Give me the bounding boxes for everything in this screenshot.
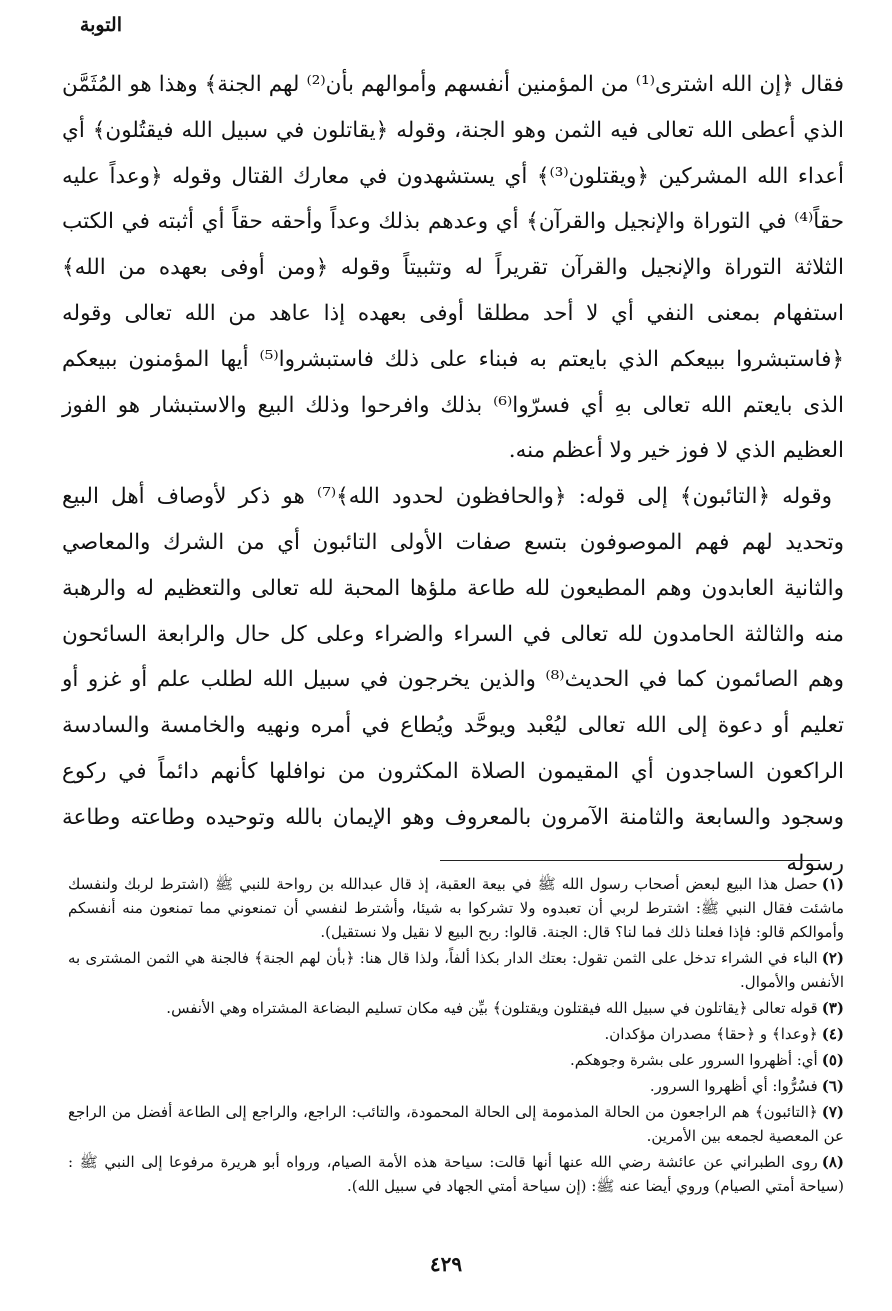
running-header: التوبة [79, 14, 122, 36]
footnote-item [68, 996, 844, 1020]
footnote-number: (٤) [821, 1025, 844, 1043]
footnote-number: (٣) [821, 999, 844, 1017]
footnote-item [68, 1074, 844, 1098]
page-number: ٤٢٩ [429, 1252, 463, 1276]
footnote-text: ﴿وعدا﴾ و ﴿حقا﴾ مصدران مؤكدان. [604, 1025, 818, 1043]
paragraph: وقوله ﴿التائبون﴾ إلى قوله: ﴿والحافظون لحدود الله﴾⁽⁷⁾ هو ذكر لأوصاف أهل البيع وتحديد لهم فهم الموصوفون بتسع صفات الأولى التائبون أي من الشرك والمعاصي والثانية العابدون وهم المطيعون لله طاعة ملؤها المحبة لله تعالى والتعظيم له والرهبة منه والثالثة الحامدون لله تعالى في السراء والضراء وعلى كل حال والرابعة السائحون وهم الصائمون كما في الحديث⁽⁸⁾ والذين يخرجون في سبيل الله لطلب علم أو غزو أو تعليم أو دعوة إلى الله تعالى ليُعْبد ويوحَّد ويُطاع في أمره ونهيه والخامسة والسادسة الراكعون الساجدون أي المقيمون الصلاة المكثرون من نوافلها كأنهم دائماً في ركوع وسجود والسابعة والثامنة الآمرون بالمعروف وهو الإيمان بالله وتوحيده وطاعته وطاعة رسوله [62, 484, 845, 876]
footnote-text: الباء في الشراء تدخل على الثمن تقول: بعتك الدار بكذا ألفاً، ولذا قال هنا: ﴿بأن لهم الجنة﴾ فالجنة هي الثمن المشترى به الأنفس والأموال. [68, 949, 844, 991]
footnote-item [68, 1022, 844, 1046]
footnote-number: (٢) [821, 949, 844, 967]
footnote-text: قوله تعالى ﴿يقاتلون في سبيل الله فيقتلون ويقتلون﴾ بيِّن فيه مكان تسليم البضاعة المشتراه وهي الأنفس. [166, 999, 818, 1017]
footnote-text: فسُرُّوا: أي أظهروا السرور. [649, 1077, 818, 1095]
main-text [62, 62, 844, 886]
footnote-number: (٦) [821, 1077, 844, 1095]
footnote-text: حصل هذا البيع لبعض أصحاب رسول الله ﷺ في بيعة العقبة، إذ قال عبدالله بن رواحة للنبي ﷺ (اشترط لربك ولنفسك ماشئت فقال النبي ﷺ: اشترط لربي أن تعبدوه ولا تشركوا به شيئا، وأشترط لنفسي أن تمنعوني مما تمنعون منه أنفسكم وأموالكم قالو: فإذا فعلنا ذلك فما لنا؟ قال: الجنة. قالوا: ربح البيع لا نقيل ولا نستقيل). [68, 875, 844, 941]
footnote-number: (٧) [821, 1103, 844, 1121]
footnote-text: روى الطبراني عن عائشة رضي الله عنها أنها قالت: سياحة هذه الأمة الصيام، ورواه أبو هريرة مرفوعا إلى النبي ﷺ :(سياحة أمتي الصيام) وروي أيضا عنه ﷺ: (إن سياحة أمتي الجهاد في سبيل الله). [68, 1153, 844, 1195]
footnote-item [68, 946, 844, 994]
footnote-number: (١) [821, 875, 844, 893]
footnote-number: (٨) [821, 1153, 844, 1171]
footnote-item [68, 1048, 844, 1072]
footnote-item [68, 872, 844, 944]
footnote-number: (٥) [821, 1051, 844, 1069]
footnote-item [68, 1100, 844, 1148]
footnote-text: ﴿التائبون﴾ هم الراجعون من الحالة المذمومة إلى الحالة المحمودة، والتائب: الراجع، والراجع إلى الطاعة أفضل من الراجع عن المعصية لجمعه بين الأمرين. [68, 1103, 844, 1145]
footnotes [68, 872, 844, 1200]
footnote-divider [440, 860, 820, 861]
footnote-text: أي: أظهروا السرور على بشرة وجوهكم. [570, 1051, 818, 1069]
footnote-item [68, 1150, 844, 1198]
paragraph: فقال ﴿إن الله اشترى⁽¹⁾ من المؤمنين أنفسهم وأموالهم بأن⁽²⁾ لهم الجنة﴾ وهذا هو المُثَمَّن الذي أعطى الله تعالى فيه الثمن وهو الجنة، وقوله ﴿يقاتلون في سبيل الله فيقتُلون﴾ أي أعداء الله المشركين ﴿ويقتلون⁽³⁾﴾ أي يستشهدون في معارك القتال وقوله ﴿وعداً عليه حقاً⁽⁴⁾ في التوراة والإنجيل والقرآن﴾ أي وعدهم بذلك وعداً وأحقه حقاً أي أثبته في الكتب الثلاثة التوراة والإنجيل والقرآن تقريراً له وتثبيتاً وقوله ﴿ومن أوفى بعهده من الله﴾ استفهام بمعنى النفي أي لا أحد مطلقا أوفى بعهده إذا عاهد من الله تعالى وقوله ﴿فاستبشروا ببيعكم الذي بايعتم به فبناء على ذلك فاستبشروا⁽⁵⁾ أيها المؤمنون ببيعكم الذى بايعتم الله تعالى بهِ أي فسرّوا⁽⁶⁾ بذلك وافرحوا وذلك البيع والاستبشار هو الفوز العظيم الذي لا فوز خير ولا أعظم منه. [62, 72, 845, 464]
